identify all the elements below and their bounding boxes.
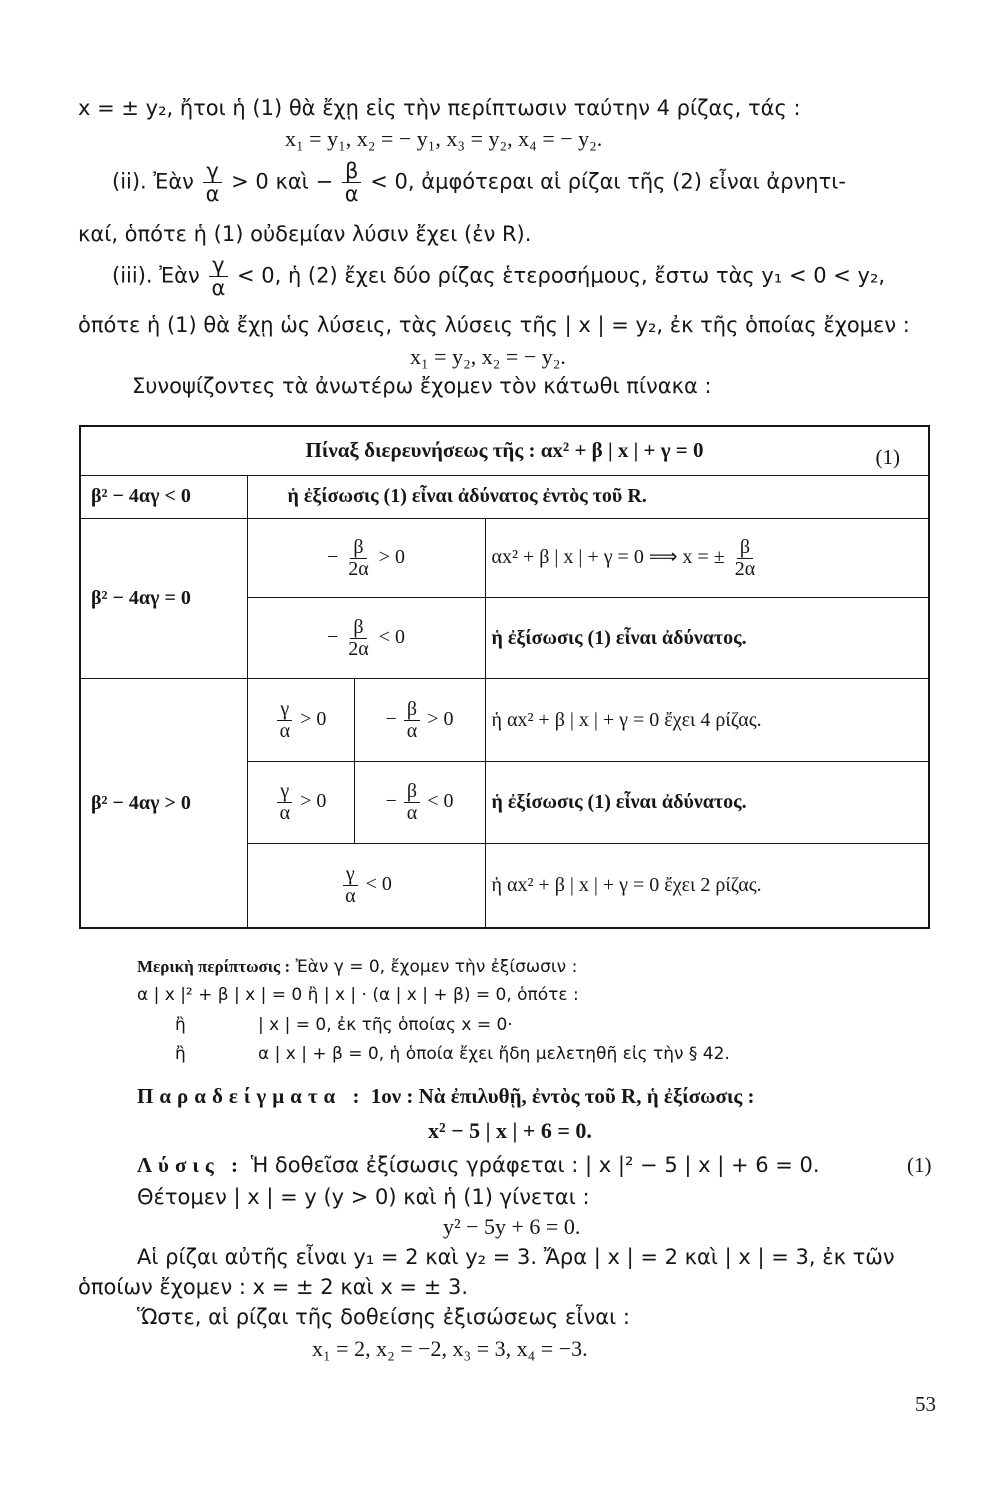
result-impossible: ἡ ἐξίσωσις (1) εἶναι ἀδύνατος. bbox=[485, 598, 929, 679]
special-case-or-2: ἢ bbox=[175, 1044, 186, 1064]
roots-first-case: x₁ = y₁, x₂ = − y₁, x₃ = y₂, x₄ = − y₂. bbox=[285, 126, 603, 151]
case-iii-continuation: ὁπότε ἡ (1) θὰ ἔχῃ ὡς λύσεις, τὰς λύσεις τῆς | x | = y₂, ἐκ τῆς ὁποίας ἔχομεν : bbox=[78, 313, 910, 337]
table-equation-number: (1) bbox=[875, 445, 901, 469]
fraction-gamma-over-alpha: $\frac{\gamma}{\alpha}$ bbox=[342, 864, 358, 907]
condition-negative-discriminant: β² − 4αγ < 0 bbox=[80, 475, 247, 518]
subcase-gamma-over-alpha-positive: $\frac{\gamma}{\alpha}$ > 0 bbox=[247, 761, 354, 843]
table-title-cell bbox=[80, 426, 929, 475]
example-1-equation: x² − 5 | x | + 6 = 0. bbox=[428, 1118, 592, 1143]
case-ii-continuation: καί, ὁπότε ἡ (1) οὐδεμίαν λύσιν ἔχει (ἐν R). bbox=[78, 222, 532, 246]
fraction-beta-over-2alpha: $\frac{\beta}{2\alpha}$ bbox=[734, 535, 756, 580]
subcase-gamma-over-alpha-positive: $\frac{\gamma}{\alpha}$ > 0 bbox=[247, 679, 354, 761]
roots-third-case: x₁ = y₂, x₂ = − y₂. bbox=[410, 344, 566, 369]
fraction-gamma-over-alpha: $\frac{\gamma}{\alpha}$ bbox=[277, 699, 293, 742]
case-iii-line bbox=[112, 254, 885, 299]
subcase-minus-beta-over-alpha-negative: − $\frac{\beta}{\alpha}$ < 0 bbox=[354, 761, 485, 843]
subcase-minus-beta-over-2alpha-positive: − $\frac{\beta}{2\alpha}$ > 0 bbox=[247, 518, 485, 597]
fraction-gamma-over-alpha: $\frac{\gamma}{\alpha}$ bbox=[208, 254, 228, 299]
solution-equation-number: (1) bbox=[907, 1153, 932, 1177]
case-ii-line bbox=[112, 160, 846, 205]
case-iii-text: < 0, ἡ (2) ἔχει δύο ρίζας ἑτεροσήμους, ἔστω τὰς y₁ < 0 < y₂, bbox=[236, 263, 886, 288]
fraction-beta-over-alpha: $\frac{\beta}{\alpha}$ bbox=[404, 699, 420, 742]
intro-line-1: x = ± y₂, ἤτοι ἡ (1) θὰ ἔχῃ εἰς τὴν περίπτωσιν ταύτην 4 ρίζας, τάς : bbox=[78, 96, 801, 120]
solution-roots: x₁ = 2, x₂ = −2, x₃ = 3, x₄ = −3. bbox=[312, 1336, 588, 1361]
case-iii-label: (iii). Ἐὰν bbox=[112, 263, 200, 288]
special-case-line-3: | x | = 0, ἐκ τῆς ὁποίας x = 0· bbox=[258, 1015, 513, 1035]
summary-line: Συνοψίζοντες τὰ ἀνωτέρω ἔχομεν τὸν κάτωθι πίνακα : bbox=[132, 374, 712, 398]
example-1-title: 1ον : Νὰ ἐπιλυθῇ, ἐντὸς τοῦ R, ἡ ἐξίσωσις : bbox=[370, 1084, 755, 1108]
fraction-gamma-over-alpha: $\frac{\gamma}{\alpha}$ bbox=[203, 160, 223, 205]
result-double-root: αx² + β | x | + γ = 0 ⟹ x = ± $\frac{\beta}{2\alpha}$ bbox=[485, 518, 929, 597]
special-case-line-1: Μερικὴ περίπτωσις : Ἐὰν γ = 0, ἔχομεν τὴν ἐξίσωσιν : bbox=[137, 957, 578, 977]
case-ii-label: (ii). Ἐὰν bbox=[112, 169, 194, 194]
solution-line-5: Ὥστε, αἱ ρίζαι τῆς δοθείσης ἐξισώσεως εἶναι : bbox=[137, 1305, 630, 1329]
examples-line bbox=[137, 1084, 755, 1109]
case-ii-condition-1: > 0 καὶ − bbox=[231, 169, 334, 194]
page-number: 53 bbox=[915, 1392, 936, 1416]
subcase-gamma-over-alpha-negative: $\frac{\gamma}{\alpha}$ < 0 bbox=[247, 844, 485, 928]
result-impossible: ἡ ἐξίσωσις (1) εἶναι ἀδύνατος. bbox=[485, 761, 929, 843]
special-case-line-2: α | x |² + β | x | = 0 ἢ | x | · (α | x | + β) = 0, ὁπότε : bbox=[137, 985, 579, 1005]
result-no-solution: ἡ ἐξίσωσις (1) εἶναι ἀδύνατος ἐντὸς τοῦ R. bbox=[247, 475, 929, 518]
solution-line-3: Αἱ ρίζαι αὐτῆς εἶναι y₁ = 2 καὶ y₂ = 3. Ἄρα | x | = 2 καὶ | x | = 3, ἐκ τῶν bbox=[137, 1245, 895, 1269]
result-two-roots: ἡ αx² + β | x | + γ = 0 ἔχει 2 ρίζας. bbox=[485, 844, 929, 928]
case-ii-condition-2: < 0, ἀμφότεραι αἱ ρίζαι τῆς (2) εἶναι ἀρνητι- bbox=[370, 169, 846, 194]
subcase-minus-beta-over-2alpha-negative: − $\frac{\beta}{2\alpha}$ < 0 bbox=[247, 598, 485, 679]
table-title: Πίναξ διερευνήσεως τῆς : αx² + β | x | + γ = 0 bbox=[305, 438, 704, 463]
solution-heading: Λύσις : bbox=[137, 1153, 244, 1177]
special-case-heading: Μερικὴ περίπτωσις : bbox=[137, 957, 291, 976]
solution-line-2: Θέτομεν | x | = y (y > 0) καὶ ἡ (1) γίνεται : bbox=[137, 1185, 590, 1209]
fraction-beta-over-alpha: $\frac{\beta}{\alpha}$ bbox=[404, 781, 420, 824]
discussion-table bbox=[79, 425, 930, 929]
special-case-or-1: ἢ bbox=[175, 1015, 186, 1035]
subcase-minus-beta-over-alpha-positive: − $\frac{\beta}{\alpha}$ > 0 bbox=[354, 679, 485, 761]
solution-quadratic: y² − 5y + 6 = 0. bbox=[443, 1214, 581, 1239]
solution-line-1: Λύσις : Ἡ δοθεῖσα ἐξίσωσις γράφεται : | x |² − 5 | x | + 6 = 0. bbox=[137, 1153, 820, 1177]
result-four-roots: ἡ αx² + β | x | + γ = 0 ἔχει 4 ρίζας. bbox=[485, 679, 929, 761]
fraction-beta-over-2alpha: $\frac{\beta}{2\alpha}$ bbox=[348, 535, 369, 580]
condition-positive-discriminant: β² − 4αγ > 0 bbox=[80, 679, 247, 928]
fraction-beta-over-alpha: $\frac{\beta}{\alpha}$ bbox=[342, 160, 362, 205]
special-case-line-4: α | x | + β = 0, ἡ ὁποία ἔχει ἤδη μελετηθῆ εἰς τὴν § 42. bbox=[258, 1044, 730, 1064]
solution-line-4: ὁποίων ἔχομεν : x = ± 2 καὶ x = ± 3. bbox=[78, 1275, 468, 1299]
fraction-gamma-over-alpha: $\frac{\gamma}{\alpha}$ bbox=[277, 781, 293, 824]
fraction-beta-over-2alpha: $\frac{\beta}{2\alpha}$ bbox=[348, 615, 369, 660]
examples-heading: Παραδείγματα : bbox=[137, 1084, 366, 1108]
condition-zero-discriminant: β² − 4αγ = 0 bbox=[80, 518, 247, 679]
